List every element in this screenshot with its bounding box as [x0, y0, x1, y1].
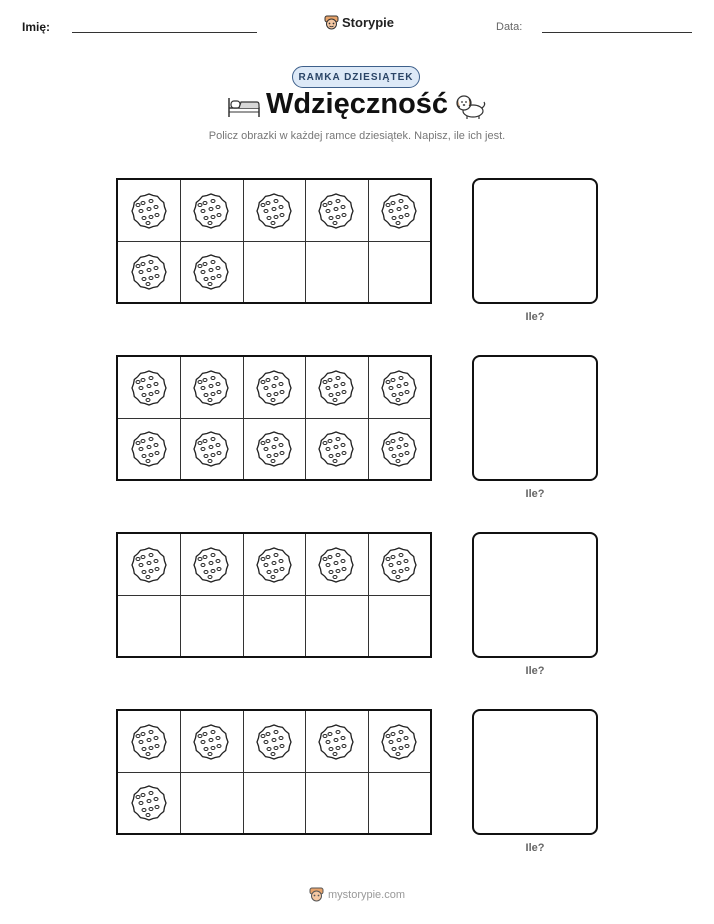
- ten-frame: [116, 709, 432, 835]
- frame-cell: [118, 711, 180, 772]
- frame-cell: [180, 534, 242, 595]
- frame-cell: [305, 180, 367, 241]
- frame-cell: [305, 418, 367, 479]
- cookie-icon: [316, 191, 356, 231]
- answer-label: Ile?: [525, 488, 545, 500]
- frame-cell: [243, 357, 305, 418]
- ten-frame: [116, 178, 432, 304]
- frame-cell: [118, 595, 180, 656]
- cookie-icon: [129, 191, 169, 231]
- cookie-icon: [254, 545, 294, 585]
- cookie-icon: [129, 722, 169, 762]
- answer-box[interactable]: [472, 709, 598, 835]
- frame-cell: [305, 772, 367, 833]
- cookie-icon: [254, 368, 294, 408]
- answer-box[interactable]: [472, 178, 598, 304]
- brand-logo: [324, 14, 394, 31]
- cookie-icon: [316, 722, 356, 762]
- cookie-icon: [316, 368, 356, 408]
- cookie-icon: [379, 191, 419, 231]
- name-label: Imię:: [22, 20, 51, 34]
- frame-cell: [180, 772, 242, 833]
- name-line[interactable]: [72, 32, 257, 33]
- cookie-icon: [254, 429, 294, 469]
- cookie-icon: [191, 722, 231, 762]
- cookie-icon: [254, 722, 294, 762]
- answer-box[interactable]: [472, 355, 598, 481]
- frame-cell: [118, 241, 180, 302]
- frame-cell: [243, 595, 305, 656]
- frame-cell: [368, 772, 430, 833]
- cookie-icon: [254, 191, 294, 231]
- cookie-icon: [379, 429, 419, 469]
- frame-cell: [305, 241, 367, 302]
- storypie-mascot-icon: [309, 886, 324, 903]
- date-line[interactable]: [542, 32, 692, 33]
- frame-cell: [368, 711, 430, 772]
- answer-label: Ile?: [525, 311, 545, 323]
- frame-cell: [305, 357, 367, 418]
- frame-cell: [180, 418, 242, 479]
- frame-cell: [368, 180, 430, 241]
- frame-cell: [368, 418, 430, 479]
- footer-url[interactable]: mystorypie.com: [327, 888, 406, 901]
- cookie-icon: [129, 252, 169, 292]
- cookie-icon: [129, 545, 169, 585]
- puppy-icon: [453, 92, 487, 120]
- worksheet-type-badge: RAMKA DZIESIĄTEK: [292, 66, 420, 88]
- cookie-icon: [316, 545, 356, 585]
- answer-box[interactable]: [472, 532, 598, 658]
- cookie-icon: [191, 429, 231, 469]
- cookie-icon: [316, 429, 356, 469]
- cookie-icon: [129, 429, 169, 469]
- cookie-icon: [379, 545, 419, 585]
- instructions: Policz obrazki w każdej ramce dziesiątek. Napisz, ile ich jest.: [208, 130, 506, 142]
- frame-cell: [180, 711, 242, 772]
- frame-cell: [368, 595, 430, 656]
- ten-frame: [116, 532, 432, 658]
- frame-cell: [180, 357, 242, 418]
- frame-cell: [305, 534, 367, 595]
- frame-cell: [180, 595, 242, 656]
- frame-cell: [305, 595, 367, 656]
- date-label: Data:: [496, 21, 523, 33]
- frame-cell: [118, 418, 180, 479]
- frame-cell: [180, 241, 242, 302]
- frame-cell: [368, 534, 430, 595]
- cookie-icon: [191, 545, 231, 585]
- cookie-icon: [379, 722, 419, 762]
- frame-cell: [368, 357, 430, 418]
- frame-cell: [118, 534, 180, 595]
- frame-cell: [243, 418, 305, 479]
- cookie-icon: [379, 368, 419, 408]
- cookie-icon: [129, 783, 169, 823]
- cookie-icon: [191, 191, 231, 231]
- cookie-icon: [191, 368, 231, 408]
- page-title: Wdzięczność: [265, 88, 449, 120]
- frame-cell: [368, 241, 430, 302]
- answer-label: Ile?: [525, 842, 545, 854]
- frame-cell: [118, 180, 180, 241]
- frame-cell: [243, 180, 305, 241]
- answer-label: Ile?: [525, 665, 545, 677]
- frame-cell: [243, 711, 305, 772]
- frame-cell: [243, 772, 305, 833]
- storypie-mascot-icon: [324, 14, 339, 31]
- footer: [0, 886, 714, 903]
- frame-cell: [243, 534, 305, 595]
- ten-frame: [116, 355, 432, 481]
- frame-cell: [118, 357, 180, 418]
- frame-cell: [118, 772, 180, 833]
- frame-cell: [243, 241, 305, 302]
- cookie-icon: [129, 368, 169, 408]
- frame-cell: [305, 711, 367, 772]
- brand-name: Storypie: [342, 15, 395, 30]
- frame-cell: [180, 180, 242, 241]
- cookie-icon: [191, 252, 231, 292]
